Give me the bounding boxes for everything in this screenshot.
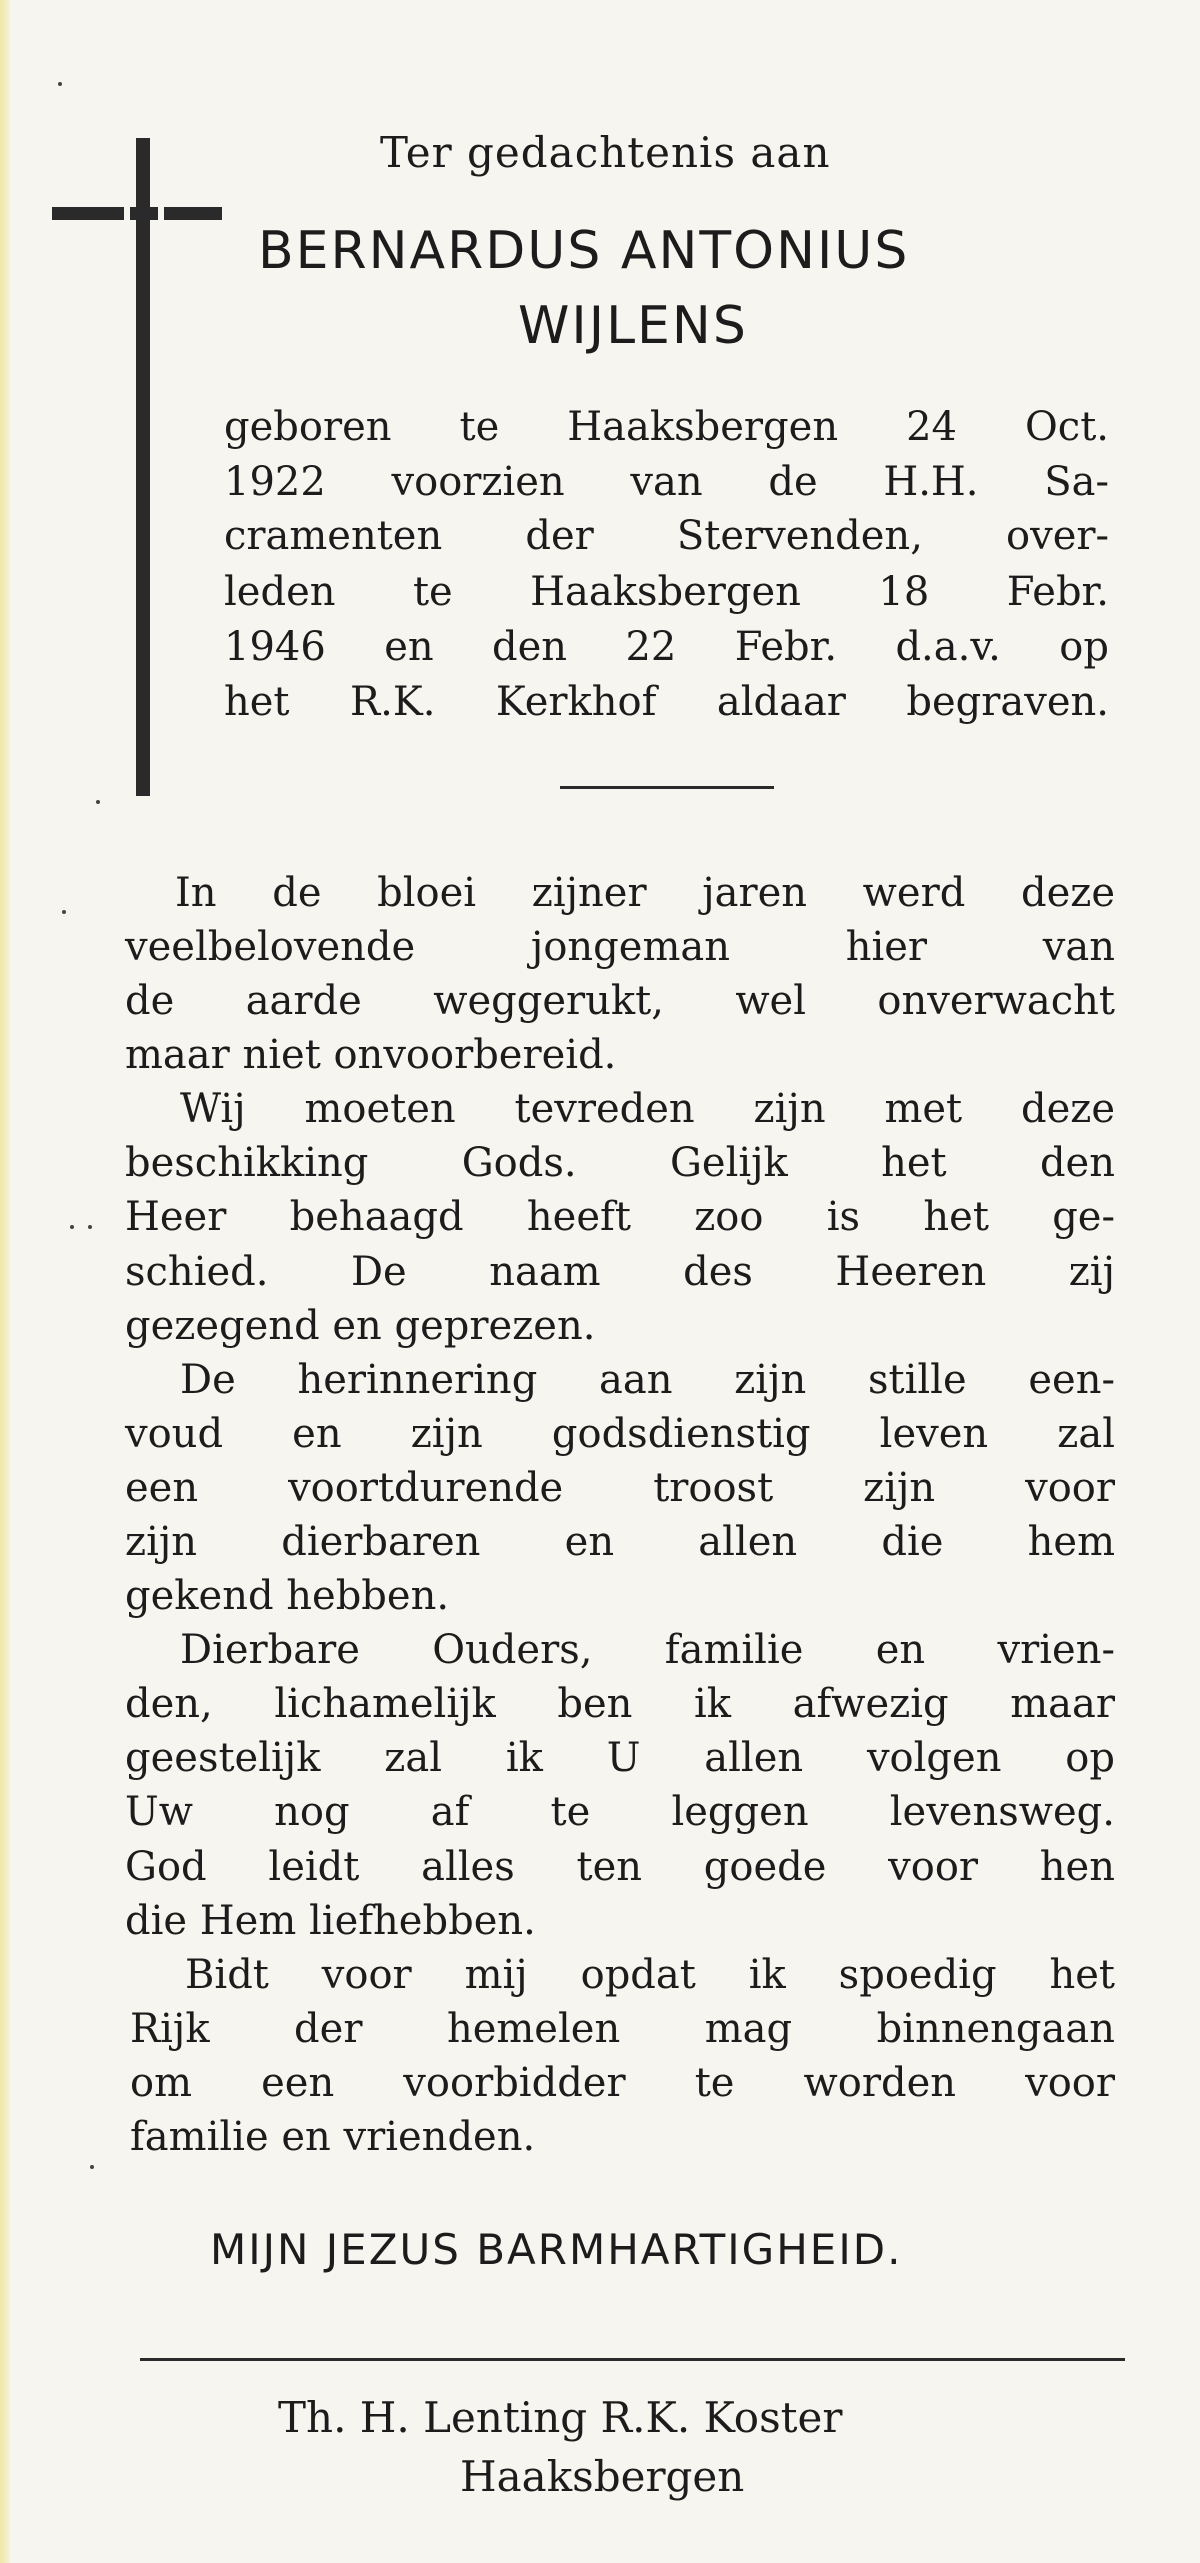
card-edge — [0, 0, 10, 2563]
title-prefix: Ter gedachtenis aan — [380, 128, 831, 177]
cross-horizontal-beam — [52, 207, 222, 220]
body-line: schied. De naam des Heeren zij — [125, 1249, 1115, 1295]
divider-short — [560, 786, 774, 789]
closing-motto: MIJN JEZUS BARMHARTIGHEID. — [210, 2225, 903, 2274]
cross-notch — [124, 207, 130, 220]
body-line: In de bloei zijner jaren werd deze — [175, 870, 1115, 916]
cross-notch — [158, 207, 164, 220]
intro-line: leden te Haaksbergen 18 Febr. — [224, 569, 1109, 615]
divider-long — [140, 2358, 1125, 2361]
body-line: beschikking Gods. Gelijk het den — [125, 1140, 1115, 1186]
body-line: Rijk der hemelen mag binnengaan — [130, 2006, 1115, 2052]
deceased-name-line1: BERNARDUS ANTONIUS — [258, 221, 910, 281]
intro-line: 1946 en den 22 Febr. d.a.v. op — [224, 624, 1109, 670]
body-line: gezegend en geprezen. — [125, 1303, 596, 1349]
body-line: veelbelovende jongeman hier van — [125, 924, 1115, 970]
deceased-name-line2: WIJLENS — [518, 296, 748, 356]
body-line: den, lichamelijk ben ik afwezig maar — [125, 1681, 1115, 1727]
body-line: Dierbare Ouders, familie en vrien- — [180, 1627, 1115, 1673]
print-speck — [62, 910, 66, 914]
body-line: zijn dierbaren en allen die hem — [125, 1519, 1115, 1565]
printer-name: Th. H. Lenting R.K. Koster — [278, 2393, 843, 2442]
intro-line: het R.K. Kerkhof aldaar begraven. — [224, 679, 1109, 725]
print-speck — [58, 82, 62, 86]
body-line: voud en zijn godsdienstig leven zal — [125, 1411, 1115, 1457]
intro-line: geboren te Haaksbergen 24 Oct. — [224, 404, 1109, 450]
body-line: Heer behaagd heeft zoo is het ge- — [125, 1194, 1115, 1240]
cross-vertical-beam — [136, 138, 150, 796]
body-line: die Hem liefhebben. — [125, 1898, 536, 1944]
intro-line: cramenten der Stervenden, over- — [224, 513, 1109, 559]
body-line: Wij moeten tevreden zijn met deze — [180, 1086, 1115, 1132]
print-speck — [88, 1225, 92, 1229]
body-line: familie en vrienden. — [130, 2114, 536, 2160]
body-line: God leidt alles ten goede voor hen — [125, 1844, 1115, 1890]
print-speck — [70, 1225, 74, 1229]
print-speck — [96, 800, 100, 804]
printer-location: Haaksbergen — [460, 2452, 745, 2501]
body-line: De herinnering aan zijn stille een- — [180, 1357, 1115, 1403]
body-line: geestelijk zal ik U allen volgen op — [125, 1735, 1115, 1781]
body-line: de aarde weggerukt, wel onverwacht — [125, 978, 1115, 1024]
body-line: een voortdurende troost zijn voor — [125, 1465, 1115, 1511]
body-line: Uw nog af te leggen levensweg. — [125, 1789, 1115, 1835]
body-line: gekend hebben. — [125, 1573, 450, 1619]
print-speck — [90, 2165, 94, 2169]
body-line: Bidt voor mij opdat ik spoedig het — [185, 1952, 1115, 1998]
intro-line: 1922 voorzien van de H.H. Sa- — [224, 459, 1109, 505]
body-line: maar niet onvoorbereid. — [125, 1032, 617, 1078]
body-line: om een voorbidder te worden voor — [130, 2060, 1115, 2106]
